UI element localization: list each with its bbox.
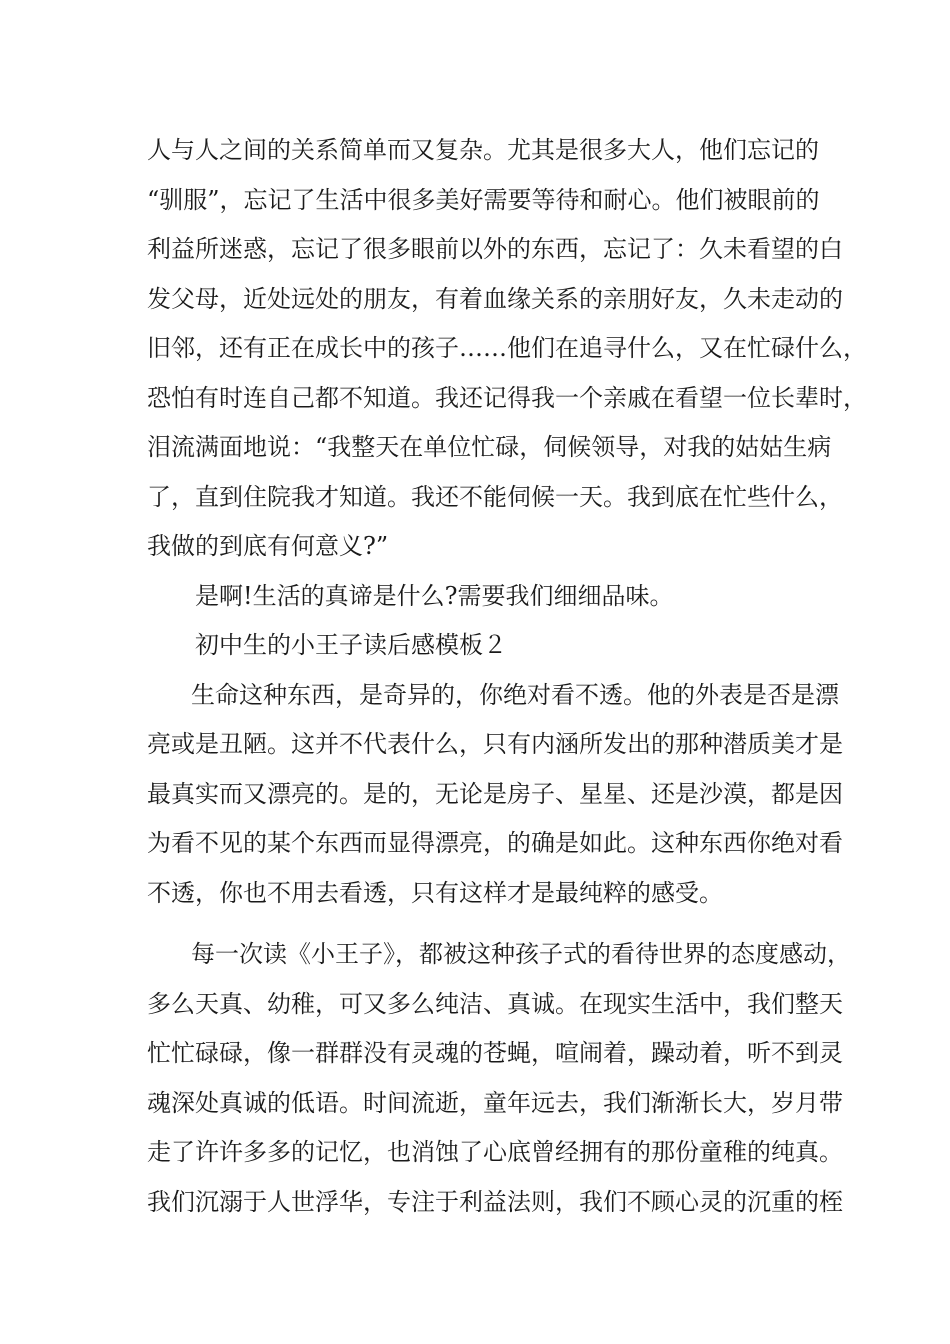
text-line: 利益所迷惑，忘记了很多眼前以外的东西，忘记了：久未看望的白	[147, 235, 843, 263]
text-line: 走了许许多多的记忆，也消蚀了心底曾经拥有的那份童稚的纯真。	[147, 1138, 843, 1166]
text-line: 我做的到底有何意义?”	[147, 532, 389, 560]
paragraph-1	[147, 126, 867, 572]
paragraph-4	[147, 930, 851, 1227]
section-heading	[147, 621, 827, 671]
text-line: 亮或是丑陋。这并不代表什么，只有内涵所发出的那种潜质美才是	[147, 730, 843, 758]
text-line: 不透，你也不用去看透，只有这样才是最纯粹的感受。	[147, 878, 723, 907]
text-line: 最真实而又漂亮的。是的，无论是房子、星星、还是沙漠，都是因	[147, 779, 843, 808]
text-line: 每一次读《小王子》，都被这种孩子式的看待世界的态度感动，	[191, 940, 851, 968]
text-line: 多么天真、幼稚，可又多么纯洁、真诚。在现实生活中，我们整天	[147, 989, 843, 1018]
text-line: 忙忙碌碌，像一群群没有灵魂的苍蝇，喧闹着，躁动着，听不到灵	[147, 1039, 843, 1067]
text-line: 发父母，近处远处的朋友，有着血缘关系的亲朋好友，久未走动的	[147, 284, 843, 313]
text-line: 旧邻，还有正在成长中的孩子……他们在追寻什么，又在忙碌什么，	[147, 334, 867, 362]
text-line: 魂深处真诚的低语。时间流逝，童年远去，我们渐渐长大，岁月带	[147, 1088, 843, 1117]
text-line: 是啊!生活的真谛是什么?需要我们细细品味。	[195, 581, 674, 610]
text-line: 了，直到住院我才知道。我还不能伺候一天。我到底在忙些什么，	[147, 482, 843, 511]
text-line: 恐怕有时连自己都不知道。我还记得我一个亲戚在看望一位长辈时，	[147, 383, 867, 412]
document-body	[147, 126, 867, 1227]
paragraph-2	[147, 572, 827, 622]
text-line: 我们沉溺于人世浮华，专注于利益法则，我们不顾心灵的沉重的桎	[147, 1187, 843, 1216]
heading-line: 初中生的小王子读后感模板２	[195, 631, 507, 659]
paragraph-3	[147, 671, 843, 919]
text-line: 泪流满面地说：“我整天在单位忙碌，伺候领导，对我的姑姑生病	[147, 433, 832, 461]
text-line: “驯服”，忘记了生活中很多美好需要等待和耐心。他们被眼前的	[147, 185, 820, 214]
text-line: 为看不见的某个东西而显得漂亮，的确是如此。这种东西你绝对看	[147, 829, 843, 857]
text-line: 生命这种东西，是奇异的，你绝对看不透。他的外表是否是漂	[191, 680, 839, 709]
text-line: 人与人之间的关系简单而又复杂。尤其是很多大人，他们忘记的	[147, 136, 819, 164]
